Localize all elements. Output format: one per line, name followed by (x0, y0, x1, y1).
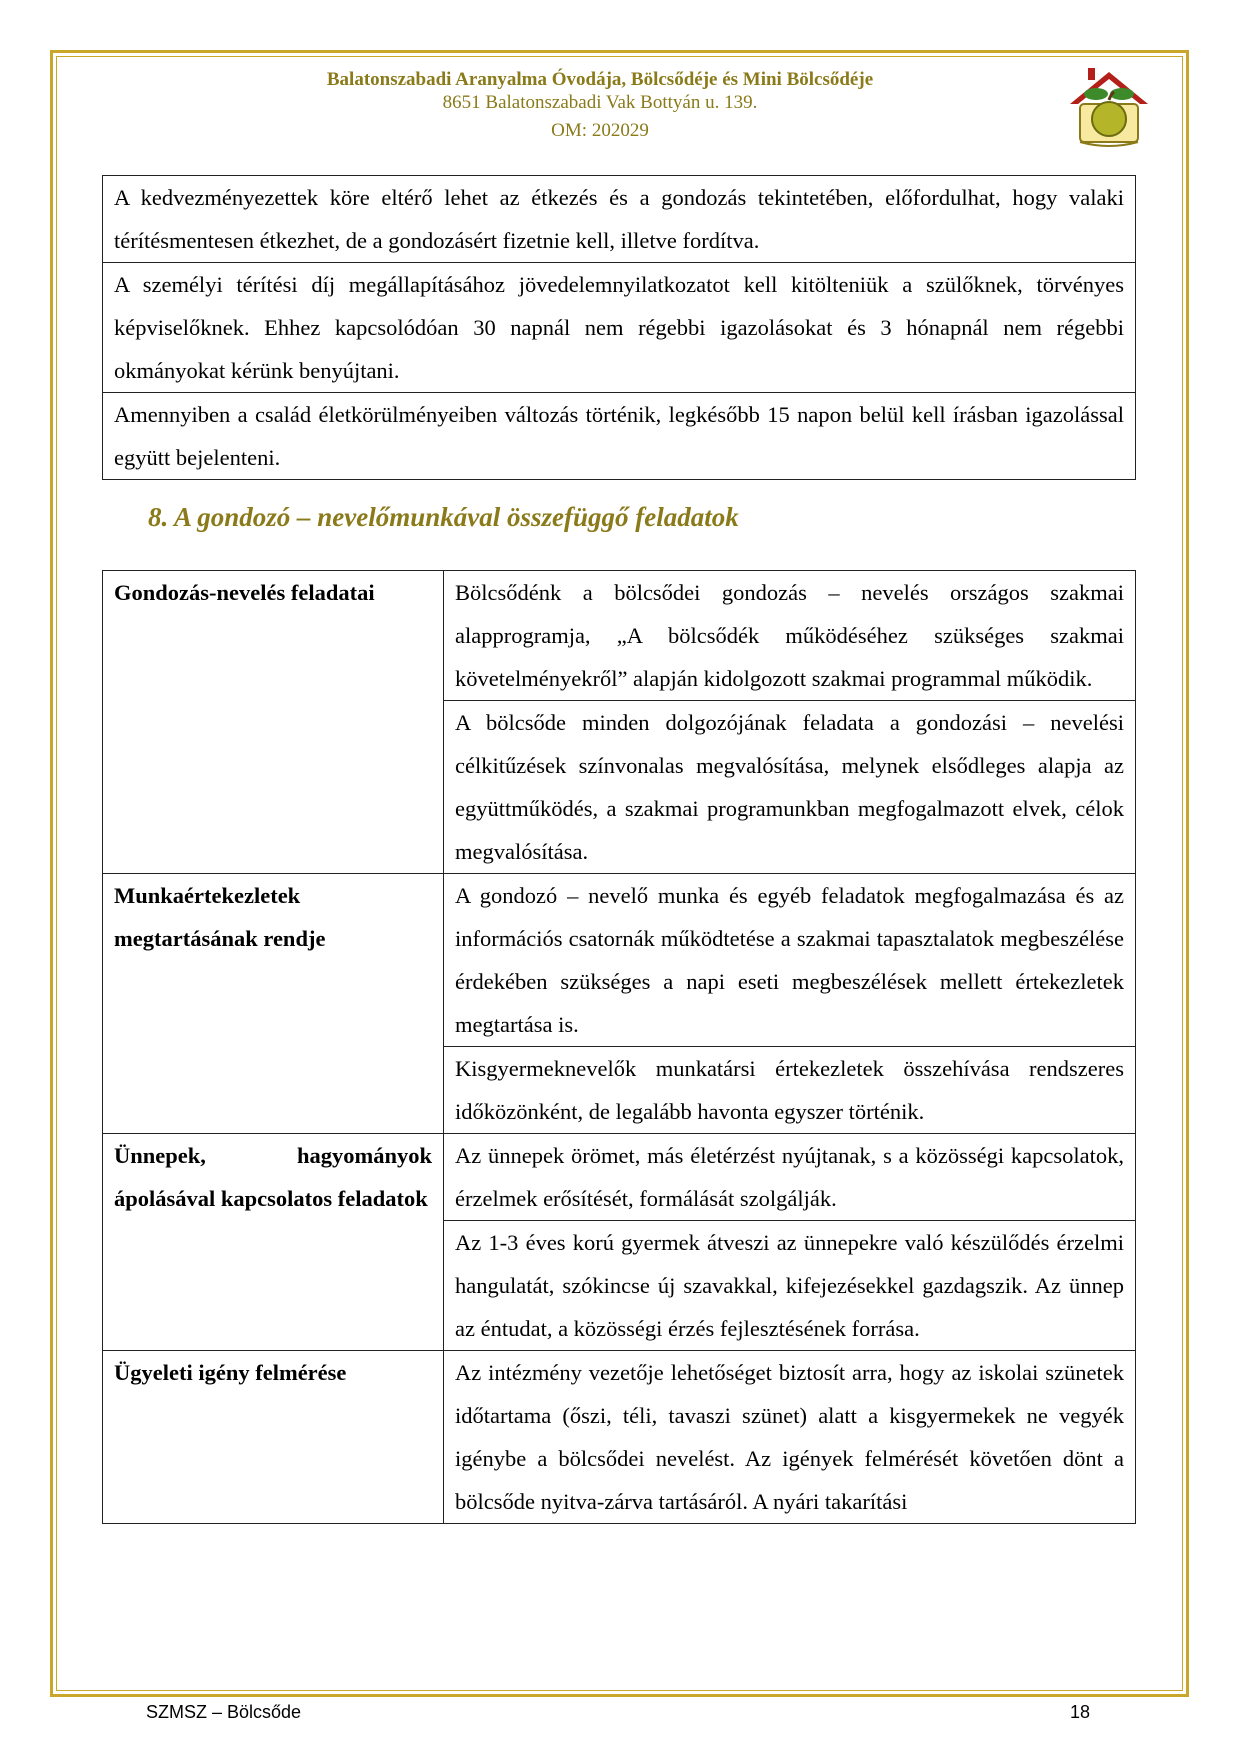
task-paragraph: Az intézmény vezetője lehetőséget biztosít arra, hogy az iskolai szünetek időtartama (őszi, téli, tavaszi szünet) alatt a kisgyermekek ne vegyék igénybe a bölcsődei nevelést. Az igények felmérését követően dönt a bölcsőde nyitva-zárva tartásáról. A nyári takarítási (444, 1351, 1136, 1524)
kindergarten-logo-icon (1066, 64, 1152, 150)
task-label: Ünnepek, hagyományok ápolásával kapcsolatos feladatok (103, 1134, 444, 1351)
table-cell: A személyi térítési díj megállapításához jövedelemnyilatkozatot kell kitölteniük a szülőknek, törvényes képviselőknek. Ehhez kapcsolódóan 30 napnál nem régebbi igazolásokat és 3 hónapnál nem régebbi okmányokat kérünk benyújtani. (103, 263, 1136, 393)
tasks-table (102, 570, 1136, 1524)
institution-name: Balatonszabadi Aranyalma Óvodája, Bölcsődéje és Mini Bölcsődéje (326, 69, 874, 90)
footer-document-title: SZMSZ – Bölcsőde (146, 1702, 302, 1722)
institution-address: 8651 Balatonszabadi Vak Bottyán u. 139. (442, 92, 758, 113)
table-row (103, 263, 1136, 393)
task-label: Munkaértekezletek megtartásának rendje (103, 874, 444, 1134)
task-paragraph: Bölcsődénk a bölcsődei gondozás – nevelés országos szakmai alapprogramja, „A bölcsődék működéséhez szükséges szakmai követelményekről” alapján kidolgozott szakmai programmal működik. (444, 571, 1136, 701)
task-paragraph: Kisgyermeknevelők munkatársi értekezletek összehívása rendszeres időközönként, de legalább havonta egyszer történik. (444, 1047, 1136, 1134)
table-cell: A kedvezményezettek köre eltérő lehet az étkezés és a gondozás tekintetében, előfordulhat, hogy valaki térítésmentesen étkezhet, de a gondozásért fizetnie kell, illetve fordítva. (103, 176, 1136, 263)
table-row (103, 176, 1136, 263)
section-heading: 8. A gondozó – nevelőmunkával összefüggő feladatok (148, 502, 739, 532)
task-paragraph: A bölcsőde minden dolgozójának feladata a gondozási – nevelési célkitűzések színvonalas megvalósítása, melynek elsődleges alapja az együttműködés, a szakmai programunkban megfogalmazott elvek, célok megvalósítása. (444, 701, 1136, 874)
task-paragraph: Az 1-3 éves korú gyermek átveszi az ünnepekre való készülődés érzelmi hangulatát, szókincse új szavakkal, kifejezésekkel gazdagszik. Az ünnep az éntudat, a közösségi érzés fejlesztésének forrása. (444, 1221, 1136, 1351)
document-header (150, 68, 1050, 148)
table-row (103, 1351, 1136, 1524)
page-number: 18 (1070, 1702, 1091, 1722)
table-row (103, 1134, 1136, 1221)
task-paragraph: A gondozó – nevelő munka és egyéb feladatok megfogalmazása és az információs csatornák működtetése a szakmai tapasztalatok megbeszélése érdekében szükséges a napi eseti megbeszélések mellett értekezletek megtartása is. (444, 874, 1136, 1047)
task-label: Gondozás-nevelés feladatai (103, 571, 444, 874)
table-row (103, 393, 1136, 480)
table-row (103, 874, 1136, 1047)
table-cell: Amennyiben a család életkörülményeiben változás történik, legkésőbb 15 napon belül kell írásban igazolással együtt bejelenteni. (103, 393, 1136, 480)
om-identifier: OM: 202029 (551, 120, 649, 141)
fee-info-table (102, 175, 1136, 480)
task-paragraph: Az ünnepek örömet, más életérzést nyújtanak, s a közösségi kapcsolatok, érzelmek erősítését, formálását szolgálják. (444, 1134, 1136, 1221)
table-row (103, 571, 1136, 701)
task-label: Ügyeleti igény felmérése (103, 1351, 444, 1524)
